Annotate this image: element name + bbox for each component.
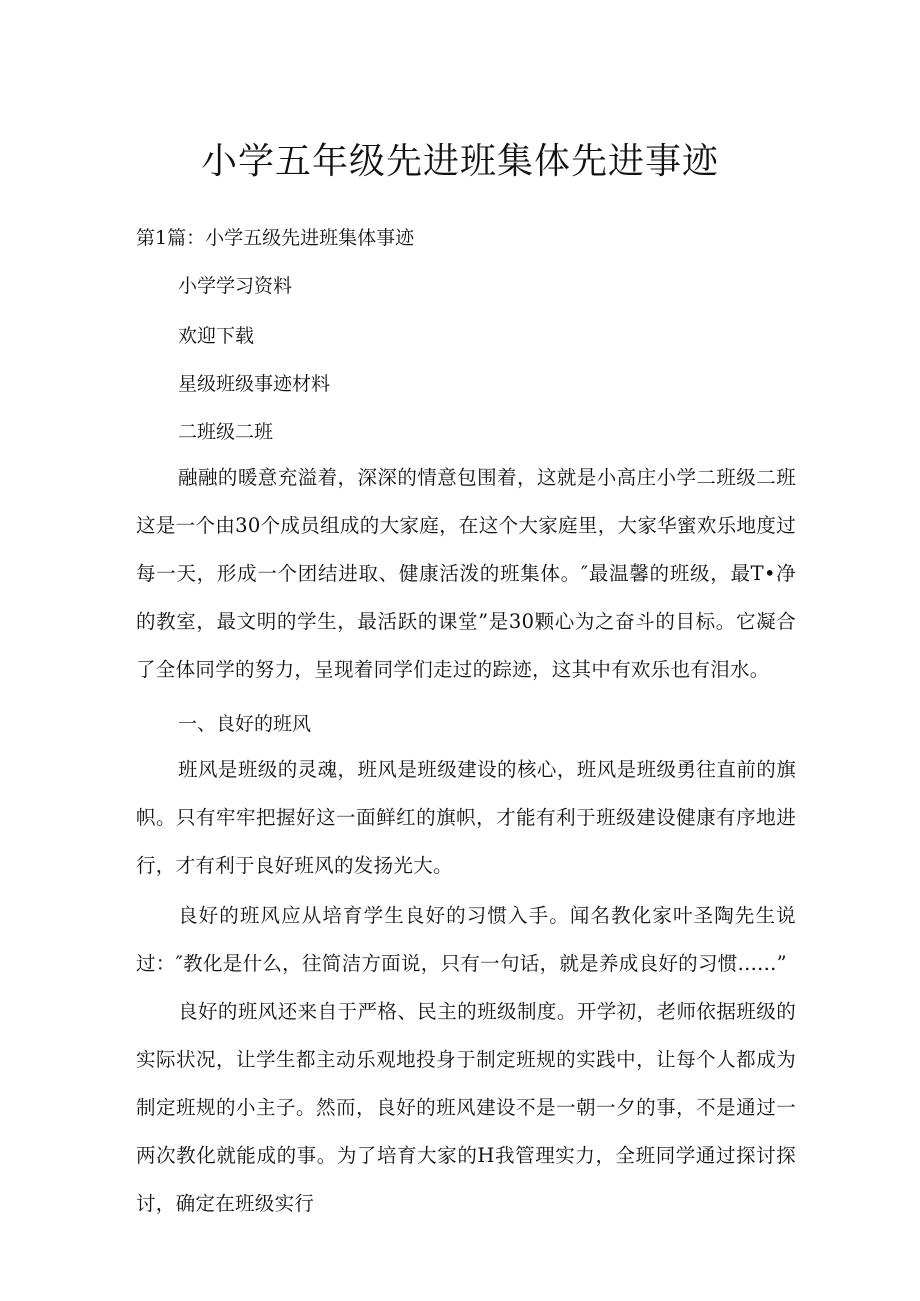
paragraph-intro: 融融的暖意充溢着，深深的情意包围着，这就是小高庄小学二班级二班这是一个由30个成员组成的大家庭，在这个大家庭里，大家华蜜欢乐地度过每一天，形成一个团结进取、健康活泼的班集体。″最温馨的班级，最T•净的教室，最文明的学生，最活跃的课堂”是30颗心为之奋斗的目标。它凝合了全体同学的努力，呈现着同学们走过的踪迹，这其中有欢乐也有泪水。	[136, 466, 796, 681]
line-star-class-material: 星级班级事迹材料	[178, 373, 331, 395]
line-class-name: 二班级二班	[178, 421, 274, 443]
heading-good-class-style: 一、良好的班风	[178, 713, 312, 735]
document-title: 小学五年级先进班集体先进事迹	[200, 141, 719, 182]
line-study-material: 小学学习资料	[178, 275, 293, 297]
paragraph-rules: 良好的班风还来自于严格、民主的班级制度。开学初，老师依据班级的实际状况，让学生都主动乐观地投身于制定班规的实践中，让每个人都成为制定班规的小主子。然而，良好的班风建设不是一朝一夕的事，不是通过一两次教化就能成的事。为了培育大家的H我管理实力，全班同学通过探讨探讨，确定在班级实行	[136, 1000, 796, 1215]
paragraph-habits: 良好的班风应从培育学生良好的习惯入手。闻名教化家叶圣陶先生说过：″教化是什么，往简洁方面说，只有一句话，就是养成良好的习惯......”	[136, 904, 796, 975]
paragraph-class-style: 班风是班级的灵魂，班风是班级建设的核心，班风是班级勇往直前的旗帜。只有牢牢把握好这一面鲜红的旗帜，才能有利于班级建设健康有序地进行，才有利于良好班风的发扬光大。	[136, 758, 796, 877]
line-welcome-download: 欢迎下载	[178, 325, 255, 347]
section-heading: 第1篇：小学五级先进班集体事迹	[136, 227, 415, 249]
